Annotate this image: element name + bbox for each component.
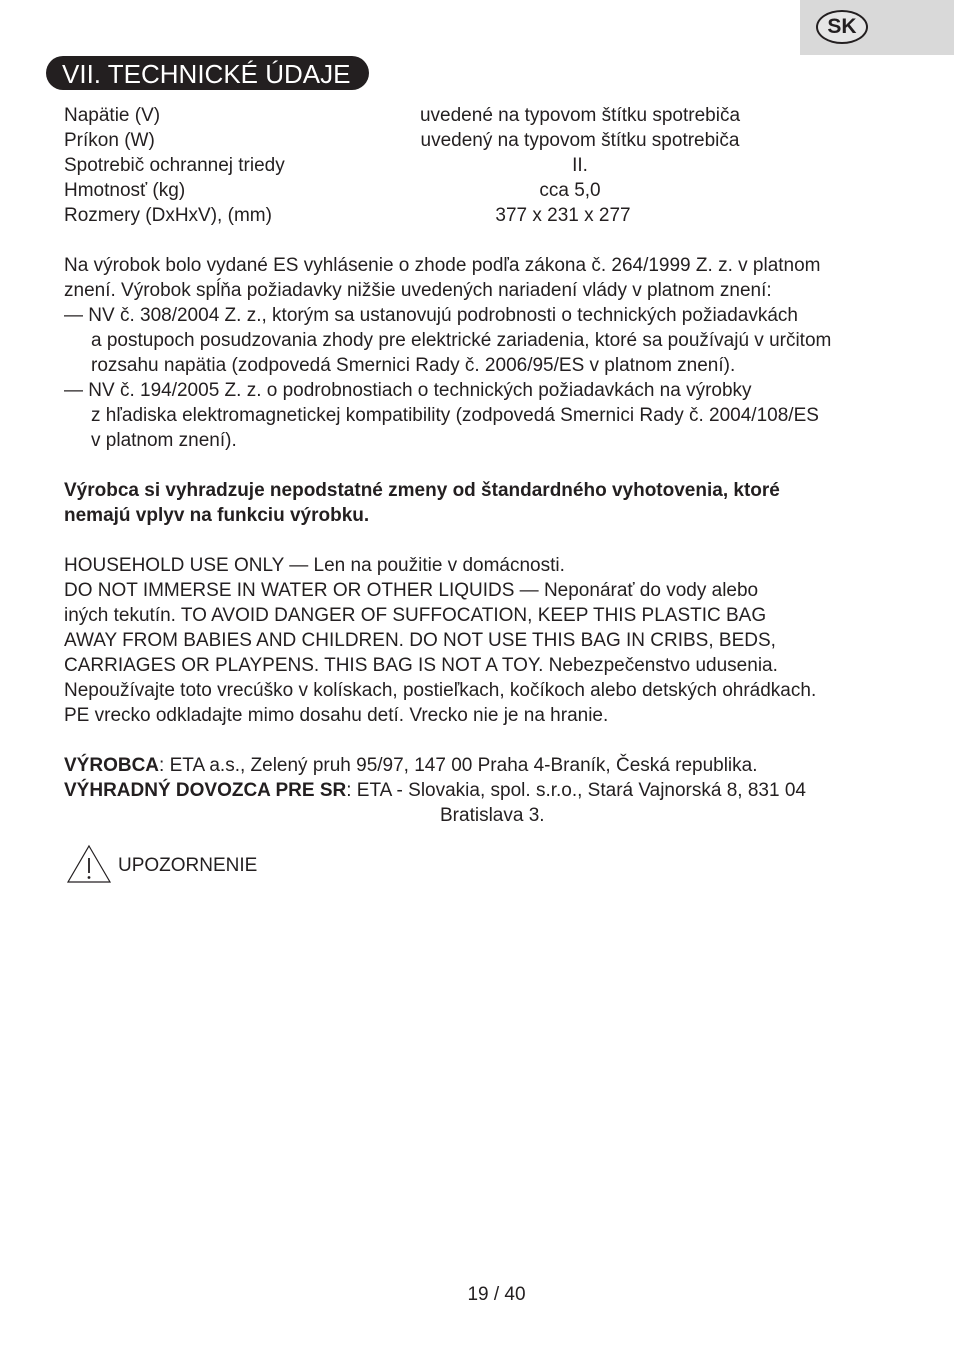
spec-value-power: uvedený na typovom štítku spotrebiča	[420, 130, 740, 151]
declaration-line: — NV č. 308/2004 Z. z., ktorým sa ustanovujú podrobnosti o technických požiadavkách	[64, 305, 798, 326]
section-title: VII. TECHNICKÉ ÚDAJE	[46, 56, 369, 90]
declaration-line: z hľadiska elektromagnetickej kompatibility (zodpovedá Smernici Rady č. 2004/108/ES	[91, 405, 819, 426]
manufacturer-label: VÝROBCA	[64, 755, 160, 776]
declaration-line: — NV č. 194/2005 Z. z. o podrobnostiach o technických požiadavkách na výrobky	[64, 380, 752, 401]
warning-line: HOUSEHOLD USE ONLY — Len na použitie v domácnosti.	[64, 555, 565, 576]
spec-value-protection-class: II.	[572, 155, 588, 176]
caution-label: UPOZORNENIE	[118, 855, 258, 876]
warning-line: Nepoužívajte toto vrecúško v kolískach, postieľkach, kočíkoch alebo detských ohrádkach.	[64, 680, 817, 701]
manufacturer-address: : ETA a.s., Zelený pruh 95/97, 147 00 Praha 4-Braník, Česká republika.	[159, 755, 758, 776]
importer-contact	[64, 778, 806, 803]
spec-label-protection-class: Spotrebič ochrannej triedy	[64, 155, 285, 176]
spec-label-weight: Hmotnosť (kg)	[64, 180, 186, 201]
importer-city: Bratislava 3.	[440, 805, 545, 826]
warning-triangle-icon	[66, 844, 112, 884]
declaration-line: znení. Výrobok spĺňa požiadavky nižšie uvedených nariadení vlády v platnom znení:	[64, 280, 772, 301]
warning-line: DO NOT IMMERSE IN WATER OR OTHER LIQUIDS — Neponárať do vody alebo	[64, 580, 759, 601]
spec-value-voltage: uvedené na typovom štítku spotrebiča	[419, 105, 741, 126]
manufacturer-note-line: Výrobca si vyhradzuje nepodstatné zmeny od štandardného vyhotovenia, ktoré	[64, 480, 780, 501]
declaration-line: Na výrobok bolo vydané ES vyhlásenie o zhode podľa zákona č. 264/1999 Z. z. v platnom	[64, 255, 821, 276]
spec-value-dimensions: 377 x 231 x 277	[495, 205, 631, 226]
spec-label-voltage: Napätie (V)	[64, 105, 161, 126]
warning-line: iných tekutín. TO AVOID DANGER OF SUFFOCATION, KEEP THIS PLASTIC BAG	[64, 605, 767, 626]
language-badge: SK	[816, 10, 868, 44]
spec-value-weight: cca 5,0	[539, 180, 601, 201]
warning-line: AWAY FROM BABIES AND CHILDREN. DO NOT USE THIS BAG IN CRIBS, BEDS,	[64, 630, 776, 651]
declaration-line: v platnom znení).	[91, 430, 237, 451]
spec-label-power: Príkon (W)	[64, 130, 155, 151]
page-number: 19 / 40	[467, 1284, 526, 1305]
warning-line: CARRIAGES OR PLAYPENS. THIS BAG IS NOT A TOY. Nebezpečenstvo udusenia.	[64, 655, 778, 676]
manufacturer-contact	[64, 753, 758, 778]
warning-line: PE vrecko odkladajte mimo dosahu detí. Vrecko nie je na hranie.	[64, 705, 609, 726]
declaration-line: rozsahu napätia (zodpovedá Smernici Rady č. 2006/95/ES v platnom znení).	[91, 355, 736, 376]
language-tab	[800, 0, 954, 55]
importer-label: VÝHRADNÝ DOVOZCA PRE SR	[64, 780, 347, 801]
spec-label-dimensions: Rozmery (DxHxV), (mm)	[64, 205, 272, 226]
manufacturer-note-line: nemajú vplyv na funkciu výrobku.	[64, 505, 370, 526]
importer-address: : ETA - Slovakia, spol. s.r.o., Stará Vajnorská 8, 831 04	[346, 780, 806, 801]
declaration-line: a postupoch posudzovania zhody pre elektrické zariadenia, ktoré sa používajú v určitom	[91, 330, 832, 351]
